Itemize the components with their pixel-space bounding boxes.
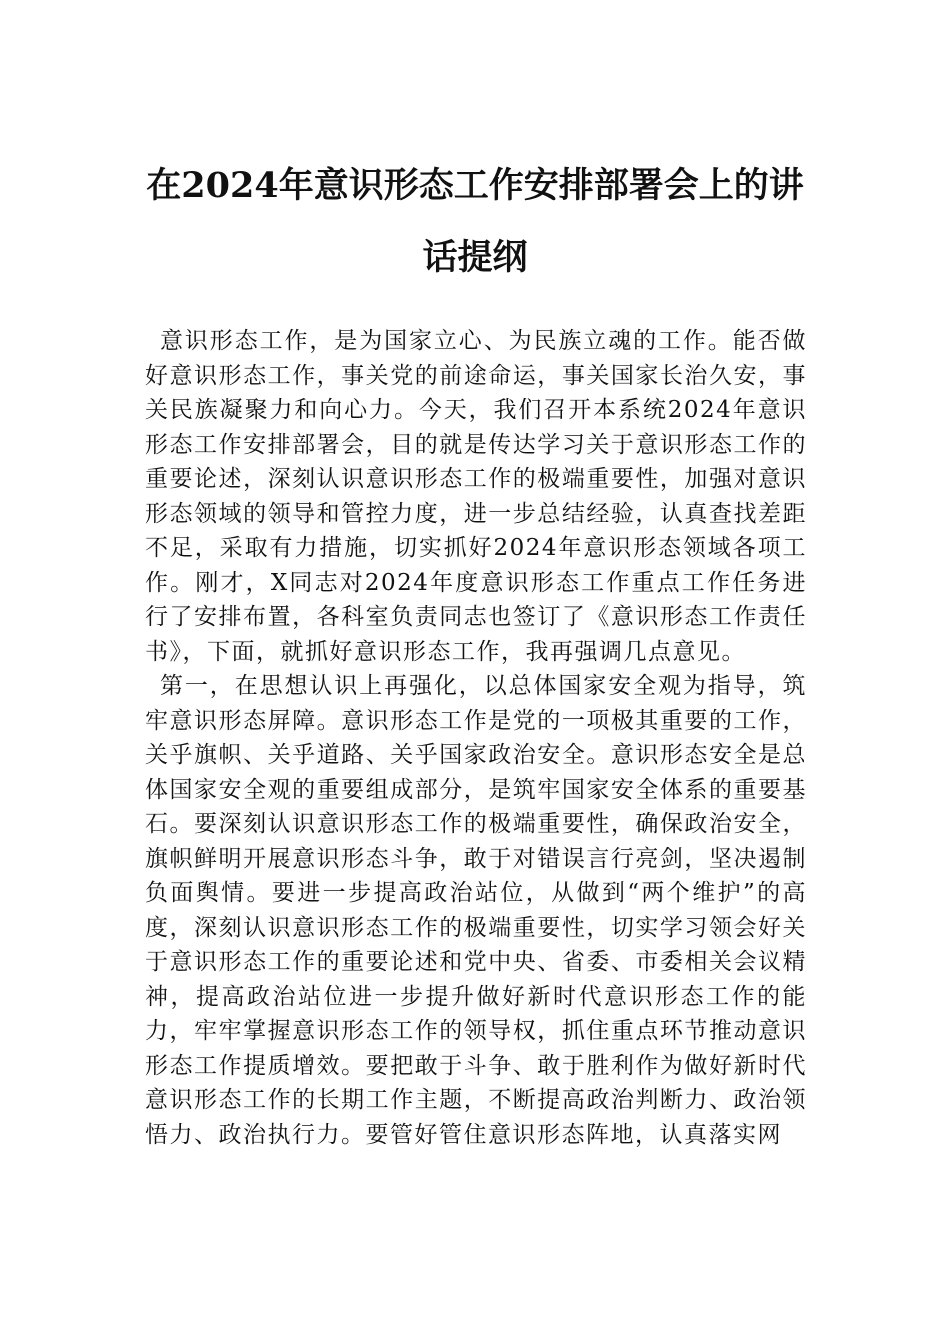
paragraph-intro: 意识形态工作，是为国家立心、为民族立魂的工作。能否做好意识形态工作，事关党的前途命运，事关国家长治久安，事关民族凝聚力和向心力。今天，我们召开本系统2024年意识形态工作安排部署会，目的就是传达学习关于意识形态工作的重要论述，深刻认识意识形态工作的极端重要性，加强对意识形态领域的领导和管控力度，进一步总结经验，认真查找差距不足，采取有力措施，切实抓好2024年意识形态领域各项工作。刚才，X同志对2024年度意识形态工作重点工作任务进行了安排布置，各科室负责同志也签订了《意识形态工作责任书》，下面，就抓好意识形态工作，我再强调几点意见。 [145, 328, 807, 665]
document-title: 在2024年意识形态工作安排部署会上的讲话提纲 [146, 165, 804, 278]
document-body [145, 324, 807, 1152]
paragraph-first-point: 第一，在思想认识上再强化，以总体国家安全观为指导，筑牢意识形态屏障。意识形态工作是党的一项极其重要的工作，关乎旗帜、关乎道路、关乎国家政治安全。意识形态安全是总体国家安全观的重要组成部分，是筑牢国家安全体系的重要基石。要深刻认识意识形态工作的极端重要性，确保政治安全，旗帜鲜明开展意识形态斗争，敢于对错误言行亮剑，坚决遏制负面舆情。要进一步提高政治站位，从做到“两个维护”的高度，深刻认识意识形态工作的极端重要性，切实学习领会好关于意识形态工作的重要论述和党中央、省委、市委相关会议精神，提高政治站位进一步提升做好新时代意识形态工作的能力，牢牢掌握意识形态工作的领导权，抓住重点环节推动意识形态工作提质增效。要把敢于斗争、敢于胜利作为做好新时代意识形态工作的长期工作主题，不断提高政治判断力、政治领悟力、政治执行力。要管好管住意识形态阵地，认真落实网 [145, 673, 807, 1148]
